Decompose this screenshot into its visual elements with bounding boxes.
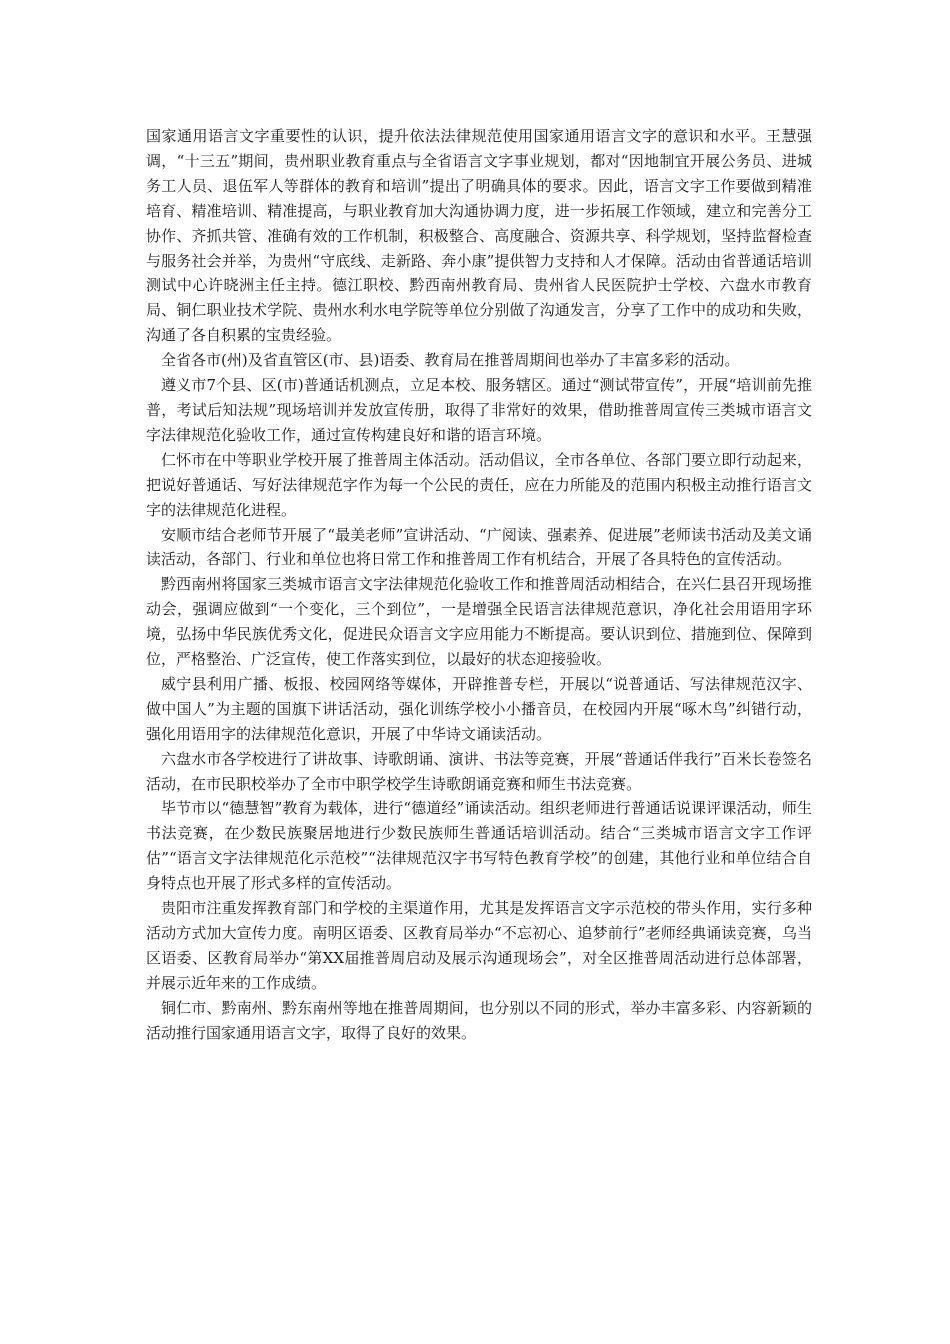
document-body — [146, 124, 812, 1046]
paragraph: 遵义市7个县、区(市)普通话机测点，立足本校、服务辖区。通过“测试带宣传”，开展“培训前先推普，考试后知法规”现场培训并发放宣传册，取得了非常好的效果，借助推普周宣传三类城市语言文字法律规范化验收工作，通过宣传构建良好和谐的语言环境。 — [146, 376, 812, 444]
paragraph: 仁怀市在中等职业学校开展了推普周主体活动。活动倡议，全市各单位、各部门要立即行动起来，把说好普通话、写好法律规范字作为每一个公民的责任，应在力所能及的范围内积极主动推行语言文字的法律规范化进程。 — [146, 450, 812, 519]
paragraph: 威宁县利用广播、板报、校园网络等媒体，开辟推普专栏，开展以“说普通话、写法律规范汉字、做中国人”为主题的国旗下讲话活动，强化训练学校小小播音员，在校园内开展“啄木鸟”纠错行动，强化用语用字的法律规范化意识，开展了中华诗文诵读活动。 — [146, 674, 812, 743]
paragraph: 六盘水市各学校进行了讲故事、诗歌朗诵、演讲、书法等竞赛，开展“普通话伴我行”百米长卷签名活动，在市民职校举办了全市中职学校学生诗歌朗诵竞赛和师生书法竞赛。 — [146, 749, 812, 793]
paragraph: 铜仁市、黔南州、黔东南州等地在推普周期间，也分别以不同的形式，举办丰富多彩、内容新颖的活动推行国家通用语言文字，取得了良好的效果。 — [146, 998, 812, 1042]
paragraph: 毕节市以“德慧智”教育为载体，进行“德道经”诵读活动。组织老师进行普通话说课评课活动，师生书法竞赛，在少数民族聚居地进行少数民族师生普通话培训活动。结合“三类城市语言文字工作评估”“语言文字法律规范化示范校”“法律规范汉字书写特色教育学校”的创建，其他行业和单位结合自身特点也开展了形式多样的宣传活动。 — [146, 799, 812, 893]
paragraph: 黔西南州将国家三类城市语言文字法律规范化验收工作和推普周活动相结合，在兴仁县召开现场推动会，强调应做到“一个变化，三个到位”，一是增强全民语言法律规范意识，净化社会用语用字环境，弘扬中华民族优秀文化，促进民众语言文字应用能力不断提高。要认识到位、措施到位、保障到位，严格整治、广泛宣传，使工作落实到位，以最好的状态迎接验收。 — [146, 575, 812, 669]
paragraph: 贵阳市注重发挥教育部门和学校的主渠道作用，尤其是发挥语言文字示范校的带头作用，实行多种活动方式加大宣传力度。南明区语委、区教育局举办“不忘初心、追梦前行”老师经典诵读竞赛，乌当区语委、区教育局举办“第XX届推普周启动及展示沟通现场会”，对全区推普周活动进行总体部署，并展示近年来的工作成绩。 — [146, 899, 812, 992]
paragraph: 全省各市(州)及省直管区(市、县)语委、教育局在推普周期间也举办了丰富多彩的活动。 — [161, 351, 740, 370]
paragraph: 安顺市结合老师节开展了“最美老师”宣讲活动、“广阅读、强素养、促进展”老师读书活动及美文诵读活动，各部门、行业和单位也将日常工作和推普周工作有机结合，开展了各具特色的宣传活动。 — [146, 525, 812, 569]
paragraph-continuation: 国家通用语言文字重要性的认识，提升依法法律规范使用国家通用语言文字的意识和水平。王慧强调，“十三五”期间，贵州职业教育重点与全省语言文字事业规划，都对“因地制宜开展公务员、进城务工人员、退伍军人等群体的教育和培训”提出了明确具体的要求。因此，语言文字工作要做到精准培育、精准培训、精准提高，与职业教育加大沟通协调力度，进一步拓展工作领域，建立和完善分工协作、齐抓共管、准确有效的工作机制，积极整合、高度融合、资源共享、科学规划，坚持监督检查与服务社会并举，为贵州“守底线、走新路、奔小康”提供智力支持和人才保障。活动由省普通话培训测试中心许晓洲主任主持。德江职校、黔西南州教育局、贵州省人民医院护士学校、六盘水市教育局、铜仁职业技术学院、贵州水利水电学院等单位分别做了沟通发言，分享了工作中的成功和失败，沟通了各自积累的宝贵经验。 — [146, 127, 812, 345]
